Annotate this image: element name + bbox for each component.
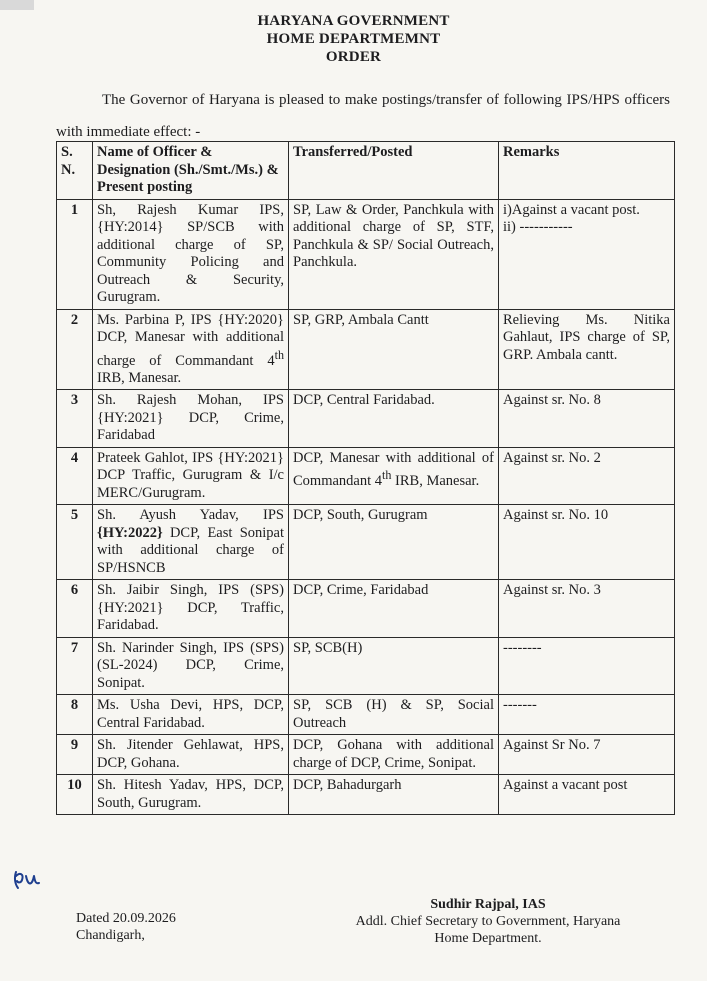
row-sn: 7 xyxy=(57,637,93,695)
row-posted: DCP, Bahadurgarh xyxy=(289,775,499,815)
row-officer: Sh. Jaibir Singh, IPS (SPS) {HY:2021} DCP, Traffic, Faridabad. xyxy=(93,580,289,638)
row-sn: 2 xyxy=(57,309,93,390)
row-posted xyxy=(289,447,499,505)
table-row xyxy=(57,775,675,815)
date-line: Dated 20.09.2026 xyxy=(76,911,176,926)
remarks-line: ii) ----------- xyxy=(503,219,573,235)
row-sn: 9 xyxy=(57,735,93,775)
signatory-name: Sudhir Rajpal, IAS xyxy=(430,897,546,912)
row-posted: SP, SCB (H) & SP, Social Outreach xyxy=(289,695,499,735)
officer-text: Ms. Parbina P, IPS {HY:2020} DCP, Manesar with additional charge of Commandant 4 xyxy=(97,311,284,369)
table-header-row xyxy=(57,142,675,200)
officer-text: DCP, East Sonipat with additional charge of SP/HSNCB xyxy=(97,524,284,576)
table-row xyxy=(57,695,675,735)
header-order: ORDER xyxy=(325,49,382,65)
row-posted: DCP, Central Faridabad. xyxy=(289,390,499,448)
row-remarks xyxy=(499,199,675,309)
row-remarks: Against sr. No. 8 xyxy=(499,390,675,448)
intro-paragraph: The Governor of Haryana is pleased to make postings/transfer of following IPS/HPS officers with immediate effect: - xyxy=(56,92,670,140)
row-remarks: -------- xyxy=(499,637,675,695)
row-officer: Ms. Usha Devi, HPS, DCP, Central Faridabad. xyxy=(93,695,289,735)
row-remarks: Against sr. No. 10 xyxy=(499,505,675,580)
officer-text: IRB, Manesar. xyxy=(97,369,182,386)
row-officer: Prateek Gahlot, IPS {HY:2021} DCP Traffic, Gurugram & I/c MERC/Gurugram. xyxy=(93,447,289,505)
transfer-table xyxy=(56,141,675,815)
row-remarks: Against a vacant post xyxy=(499,775,675,815)
table-row xyxy=(57,580,675,638)
table-row xyxy=(57,637,675,695)
header-department: HOME DEPARTMEMNT xyxy=(266,31,441,47)
ordinal-suffix: th xyxy=(382,468,392,483)
scan-corner-mark xyxy=(0,0,34,10)
row-officer: Sh. Narinder Singh, IPS (SPS) (SL-2024) DCP, Crime, Sonipat. xyxy=(93,637,289,695)
signature-block xyxy=(328,896,648,947)
table-row xyxy=(57,505,675,580)
row-posted: SP, Law & Order, Panchkula with additional charge of SP, STF, Panchkula & SP/ Social Outreach, Panchkula. xyxy=(289,199,499,309)
row-remarks: Against sr. No. 2 xyxy=(499,447,675,505)
row-remarks: Relieving Ms. Nitika Gahlaut, IPS charge of SP, GRP. Ambala cantt. xyxy=(499,309,675,390)
date-place-block xyxy=(76,910,176,944)
header-remarks: Remarks xyxy=(499,142,675,200)
row-remarks: Against Sr No. 7 xyxy=(499,735,675,775)
document-header xyxy=(0,12,707,66)
posted-text: IRB, Manesar. xyxy=(391,473,480,490)
row-officer xyxy=(93,505,289,580)
row-officer: Sh. Rajesh Mohan, IPS {HY:2021} DCP, Crime, Faridabad xyxy=(93,390,289,448)
handwritten-initial-icon xyxy=(12,868,42,899)
table-row xyxy=(57,390,675,448)
row-posted: DCP, Crime, Faridabad xyxy=(289,580,499,638)
row-sn: 10 xyxy=(57,775,93,815)
row-posted: DCP, South, Gurugram xyxy=(289,505,499,580)
row-sn: 6 xyxy=(57,580,93,638)
row-posted: SP, SCB(H) xyxy=(289,637,499,695)
header-government: HARYANA GOVERNMENT xyxy=(257,13,450,29)
header-sn: S. N. xyxy=(57,142,93,200)
posted-text: DCP, Manesar with additional of Commandant 4 xyxy=(293,449,494,490)
row-remarks: ------- xyxy=(499,695,675,735)
row-remarks: Against sr. No. 3 xyxy=(499,580,675,638)
signatory-department: Home Department. xyxy=(434,931,542,946)
table-row xyxy=(57,735,675,775)
officer-batch: {HY:2022} xyxy=(97,524,163,541)
row-sn: 8 xyxy=(57,695,93,735)
ordinal-suffix: th xyxy=(274,347,284,362)
row-officer xyxy=(93,309,289,390)
row-posted: DCP, Gohana with additional charge of DCP, Crime, Sonipat. xyxy=(289,735,499,775)
row-sn: 3 xyxy=(57,390,93,448)
place-line: Chandigarh, xyxy=(76,928,145,943)
remarks-line: i)Against a vacant post. xyxy=(503,201,640,218)
row-posted: SP, GRP, Ambala Cantt xyxy=(289,309,499,390)
row-officer: Sh, Rajesh Kumar IPS, {HY:2014} SP/SCB with additional charge of SP, Community Policing and Outreach & Security, Gurugram. xyxy=(93,199,289,309)
row-sn: 4 xyxy=(57,447,93,505)
row-officer: Sh. Jitender Gehlawat, HPS, DCP, Gohana. xyxy=(93,735,289,775)
signatory-title: Addl. Chief Secretary to Government, Haryana xyxy=(355,914,621,929)
row-officer: Sh. Hitesh Yadav, HPS, DCP, South, Gurugram. xyxy=(93,775,289,815)
officer-text: Sh. Ayush Yadav, IPS xyxy=(97,507,284,524)
row-sn: 5 xyxy=(57,505,93,580)
header-officer: Name of Officer & Designation (Sh./Smt./Ms.) & Present posting xyxy=(93,142,289,200)
table-row xyxy=(57,309,675,390)
table-row xyxy=(57,199,675,309)
table-row xyxy=(57,447,675,505)
row-sn: 1 xyxy=(57,199,93,309)
header-posted: Transferred/Posted xyxy=(289,142,499,200)
